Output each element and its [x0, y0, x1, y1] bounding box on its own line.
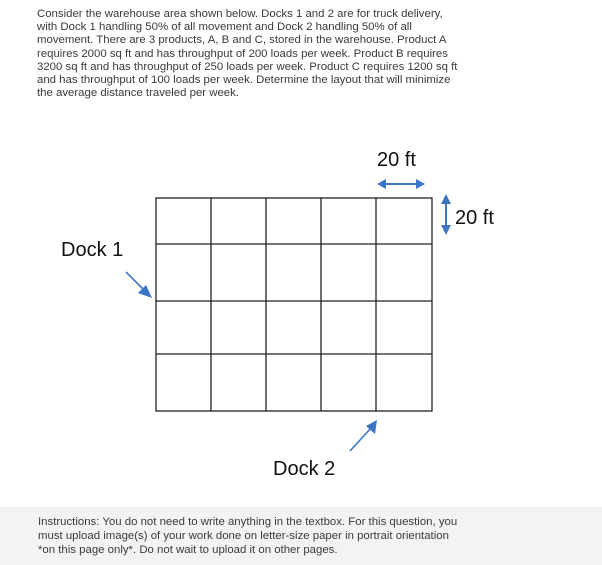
- height-double-arrow-icon: [441, 194, 451, 235]
- width-double-arrow-icon: [377, 179, 425, 189]
- problem-line: with Dock 1 handling 50% of all movement and Dock 2 handling 50% of all: [37, 21, 412, 34]
- grid-outline: [156, 198, 432, 411]
- width-dimension-label: 20 ft: [377, 149, 416, 171]
- problem-line: Consider the warehouse area shown below. Docks 1 and 2 are for truck delivery,: [37, 8, 443, 20]
- problem-line: the average distance traveled per week.: [37, 87, 239, 100]
- height-dimension-label: 20 ft: [455, 207, 494, 229]
- dock-1-label: Dock 1: [61, 239, 124, 261]
- instructions-box: [0, 507, 602, 565]
- problem-line: requires 2000 sq ft and has throughput of 200 loads per week. Product B requires: [37, 47, 448, 60]
- dock-2-label: Dock 2: [273, 458, 336, 480]
- problem-line: movement. There are 3 products, A, B and C, stored in the warehouse. Product A: [37, 34, 447, 47]
- instructions-text: [38, 515, 457, 557]
- instructions-line: Instructions: You do not need to write anything in the textbox. For this question, you: [38, 516, 458, 528]
- instructions-line: must upload image(s) of your work done on letter-size paper in portrait orientation: [38, 530, 449, 542]
- dock-1-arrow-icon: [126, 272, 152, 298]
- warehouse-grid: [156, 198, 432, 411]
- instructions-line: *on this page only*. Do not wait to upload it on other pages.: [38, 544, 338, 556]
- problem-line: and has throughput of 100 loads per week. Determine the layout that will minimize: [37, 74, 451, 87]
- problem-line: 3200 sq ft and has throughput of 250 loads per week. Product C requires 1200 sq ft: [37, 60, 458, 73]
- dock-2-arrow-icon: [350, 420, 377, 451]
